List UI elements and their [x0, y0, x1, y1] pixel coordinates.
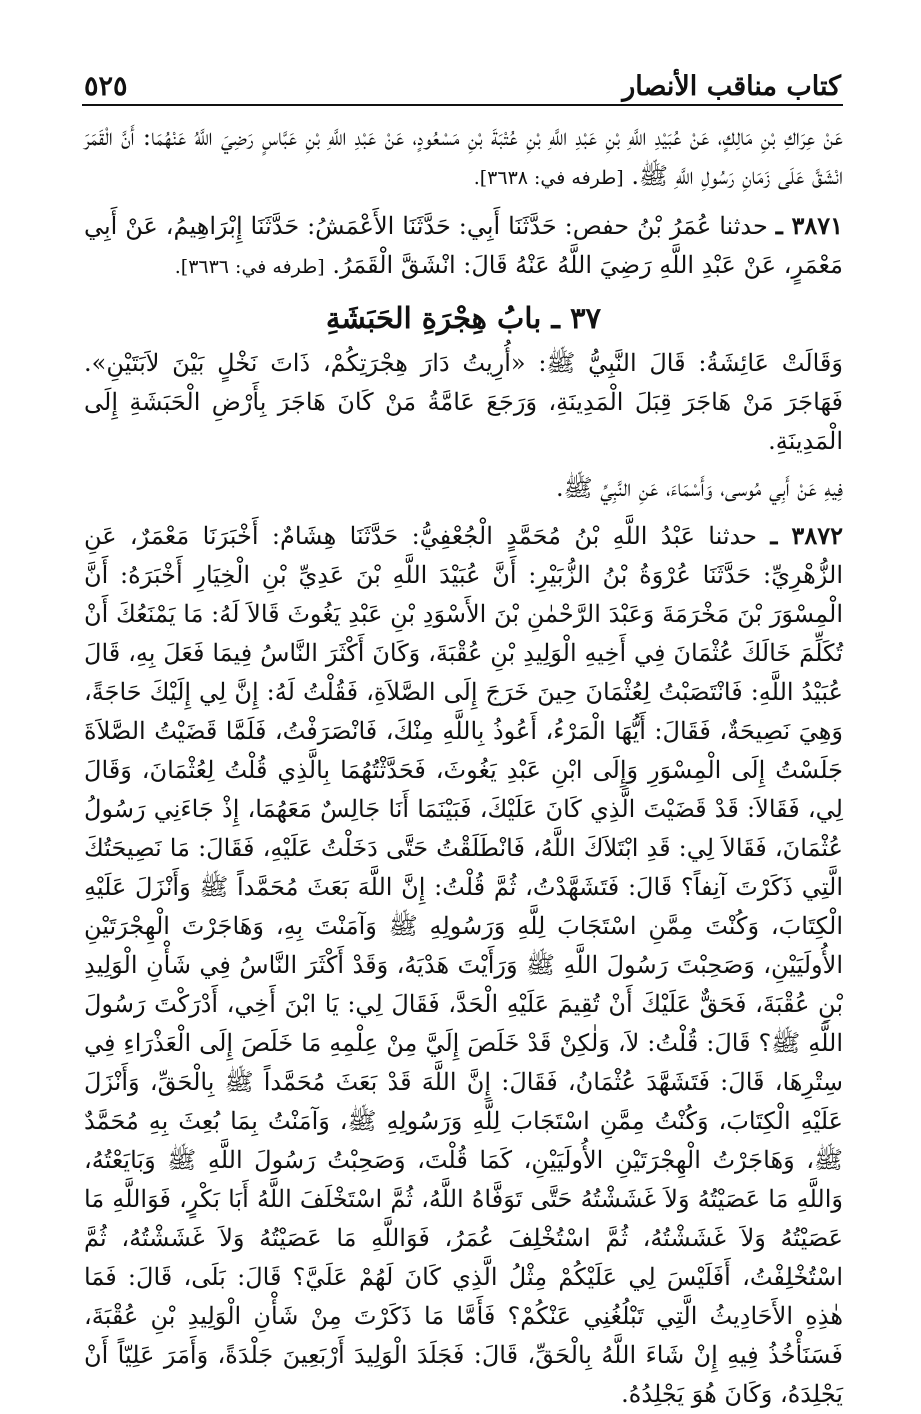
hadith-text: حدثنا عُمَرُ بْنُ حفص: حَدَّثَنَا أَبِي: حَدَّثَنَا الأَعْمَشُ: حَدَّثَنَا إِبْرَاهِيمُ، عَنْ أَبِي مَعْمَرٍ، عَنْ عَبْدِ اللَّهِ رَضِيَ اللَّهُ عَنْهُ قَالَ: انْشَقَّ الْقَمَرُ. — [84, 212, 843, 279]
chapter-note: فِيهِ عَنْ أَبِي مُوسى، وَأَسْمَاءَ، عَنِ النَّبِيِّ ﷺ. — [555, 474, 843, 502]
page-header — [84, 58, 841, 102]
chapter-title: كتاب مناقب الأنصار — [622, 71, 841, 102]
page-number: ٥٢٥ — [84, 71, 128, 102]
hadith-text: حدثنا عَبْدُ اللَّهِ بْنُ مُحَمَّدٍ الْجُعْفِيُّ: حَدَّثَنَا هِشَامٌ: أَخْبَرَنَا مَعْمَرٌ، عَنِ الزُّهْرِيِّ: حَدَّثَنَا عُرْوَةُ بْنُ الزُّبَيْرِ: أَنَّ عُبَيْدَ اللَّهِ بْنَ عَدِيِّ بْنِ الْخِيَارِ أَخْبَرَهُ: أَنَّ الْمِسْوَرَ بْنَ مَخْرَمَةَ وَعَبْدَ الرَّحْمٰنِ بْنَ الأَسْوَدِ بْنِ عَبْدِ يَغُوثَ قَالاَ لَهُ: مَا يَمْنَعُكَ أَنْ تُكَلِّمَ خَالَكَ عُثْمَانَ فِي أَخِيهِ الْوَلِيدِ بْنِ عُقْبَةَ، وَكَانَ أَكْثَرَ النَّاسُ فِيمَا فَعَلَ بِهِ، قَالَ عُبَيْدُ اللَّهِ: فَانْتَصَبْتُ لِعُثْمَانَ حِينَ خَرَجَ إِلَى الصَّلاَةِ، فَقُلْتُ لَهُ: إِنَّ لِي إِلَيْكَ حَاجَةً، وَهِيَ نَصِيحَةٌ، فَقَالَ: أَيُّهَا الْمَرْءُ، أَعُوذُ بِاللَّهِ مِنْكَ، فَانْصَرَفْتُ، فَلَمَّا قَضَيْتُ الصَّلاَةَ جَلَسْتُ إِلَى الْمِسْوَرِ وَإِلَى ابْنِ عَبْدِ يَغُوثَ، فَحَدَّثْتُهُمَا بِالَّذِي قُلْتُ لِعُثْمَانَ، وَقَالَ لِي، فَقَالاَ: قَدْ قَضَيْتَ الَّذِي كَانَ عَلَيْكَ، فَبَيْنَمَا أَنَا جَالِسٌ مَعَهُمَا، إِذْ جَاءَنِي رَسُولُ عُثْمَانَ، فَقَالاَ لِي: قَدِ ابْتَلاَكَ اللَّهُ، فَانْطَلَقْتُ حَتَّى دَخَلْتُ عَلَيْهِ، فَقَالَ: مَا نَصِيحَتُكَ الَّتِي ذَكَرْتَ آنِفاً؟ قَالَ: فَتَشَهَّدْتُ، ثُمَّ قُلْتُ: إِنَّ اللَّهَ بَعَثَ مُحَمَّداً ﷺ وَأَنْزَلَ عَلَيْهِ الْكِتَابَ، وَكُنْتَ مِمَّنِ اسْتَجَابَ لِلَّهِ وَرَسُولِهِ ﷺ وَآمَنْتَ بِهِ، وَهَاجَرْتَ الْهِجْرَتَيْنِ الأُولَيَيْنِ، وَصَحِبْتَ رَسُولَ اللَّهِ ﷺ وَرَأَيْتَ هَدْيَهُ، وَقَدْ أَكْثَرَ النَّاسُ فِي شَأْنِ الْوَلِيدِ بْنِ عُقْبَةَ، فَحَقٌّ عَلَيْكَ أَنْ تُقِيمَ عَلَيْهِ الْحَدَّ، فَقَالَ لِي: يَا ابْنَ أَخِي، أَدْرَكْتَ رَسُولَ اللَّهِ ﷺ؟ قَالَ: قُلْتُ: لاَ، وَلٰكِنْ قَدْ خَلَصَ إِلَيَّ مِنْ عِلْمِهِ مَا خَلَصَ إِلَى الْعَذْرَاءِ فِي سِتْرِهَا، قَالَ: فَتَشَهَّدَ عُثْمَانُ، فَقَالَ: إِنَّ اللَّهَ قَدْ بَعَثَ مُحَمَّداً ﷺ بِالْحَقِّ، وَأَنْزَلَ عَلَيْهِ الْكِتَابَ، وَكُنْتُ مِمَّنِ اسْتَجَابَ لِلَّهِ وَرَسُولِهِ ﷺ، وَآمَنْتُ بِمَا بُعِثَ بِهِ مُحَمَّدٌ ﷺ، وَهَاجَرْتُ الْهِجْرَتَيْنِ الأُولَيَيْنِ، كَمَا قُلْتَ، وَصَحِبْتُ رَسُولَ اللَّهِ ﷺ وَبَايَعْتُهُ، وَاللَّهِ مَا عَصَيْتُهُ وَلاَ غَشَشْتُهُ حَتَّى تَوَفَّاهُ اللَّهُ، ثُمَّ اسْتَخْلَفَ اللَّهُ أَبَا بَكْرٍ، فَوَاللَّهِ مَا عَصَيْتُهُ وَلاَ غَشَشْتُهُ، ثُمَّ اسْتُخْلِفَ عُمَرُ، فَوَاللَّهِ مَا عَصَيْتُهُ وَلاَ غَشَشْتُهُ، ثُمَّ اسْتُخْلِفْتُ، أَفَلَيْسَ لِي عَلَيْكُمْ مِثْلُ الَّذِي كَانَ لَهُمْ عَلَيَّ؟ قَالَ: بَلَى، قَالَ: فَمَا هٰذِهِ الأَحَادِيثُ الَّتِي تَبْلُغُنِي عَنْكُمْ؟ فَأَمَّا مَا ذَكَرْتَ مِنْ شَأْنِ الْوَلِيدِ بْنِ عُقْبَةَ، فَسَنَأْخُذُ فِيهِ إِنْ شَاءَ اللَّهُ بِالْحَقِّ، قَالَ: فَجَلَدَ الْوَلِيدَ أَرْبَعِينَ جَلْدَةً، وَأَمَرَ عَلِيّاً أَنْ يَجْلِدَهُ، وَكَانَ هُوَ يَجْلِدُهُ. — [84, 522, 844, 1408]
hadith-3871 — [84, 206, 843, 287]
cross-reference: [طرفه في: ٣٦٣٦]. — [174, 256, 325, 278]
hadith-number: ٣٨٧١ ـ — [775, 211, 843, 240]
header-divider — [82, 104, 843, 106]
hadith-text: عَنْ عِرَاكِ بْنِ مَالِكٍ، عَنْ عُبَيْدِ اللَّهِ بْنِ عَبْدِ اللَّهِ بْنِ عُتْبَةَ بْنِ مَسْعُودٍ، عَنْ عَبْدِ اللَّهِ بْنِ عَبَّاسٍ رَضِيَ اللَّهُ عَنْهُمَا: أَنَّ الْقَمَرَ انْشَقَّ عَلَى زَمَانِ رَسُولِ اللَّهِ ﷺ. — [84, 123, 843, 190]
hadith-3872 — [84, 516, 843, 1414]
page-body — [84, 118, 843, 1414]
chapter-heading: ٣٧ ـ بابُ هِجْرَةِ الحَبَشَةِ — [325, 301, 602, 335]
chapter-intro: وَقَالَتْ عَائِشَةُ: قَالَ النَّبِيُّ ﷺ: «أُرِيتُ دَارَ هِجْرَتِكُمْ، ذَاتَ نَخْلٍ بَيْنَ لاَبَتَيْنِ». فَهَاجَرَ مَنْ هَاجَرَ قِبَلَ الْمَدِينَةِ، وَرَجَعَ عَامَّةُ مَنْ كَانَ هَاجَرَ بِأَرْضِ الْحَبَشَةِ إِلَى الْمَدِينَةِ. — [84, 349, 843, 455]
hadith-number: ٣٨٧٢ ـ — [770, 521, 843, 550]
hadith-text-continuation — [84, 118, 843, 198]
cross-reference: [طرفه في: ٣٦٣٨]. — [473, 167, 624, 189]
